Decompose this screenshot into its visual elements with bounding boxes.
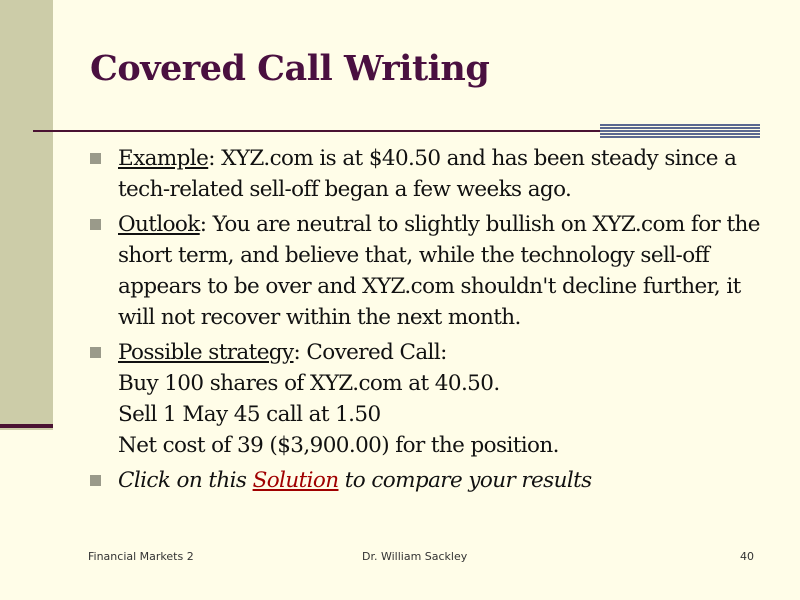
strategy-line: Buy 100 shares of XYZ.com at 40.50.: [118, 371, 500, 396]
left-band-accent: [0, 424, 53, 428]
bullet-text: : Covered Call:: [293, 340, 447, 365]
left-decorative-band: [0, 0, 53, 430]
footer-page-number: 40: [740, 550, 754, 563]
strategy-line: Net cost of 39 ($3,900.00) for the position.: [118, 433, 559, 458]
square-bullet-icon: [90, 219, 101, 230]
solution-post-text: to compare your results: [338, 468, 592, 493]
solution-pre-text: Click on this: [118, 468, 253, 493]
solution-link[interactable]: Solution: [252, 468, 339, 493]
bullet-label: Possible strategy: [118, 340, 294, 365]
bullet-example: [88, 143, 778, 205]
bullet-outlook: [88, 209, 778, 333]
slide-body: [88, 143, 778, 500]
square-bullet-icon: [90, 347, 101, 358]
slide-title: Covered Call Writing: [90, 48, 490, 89]
footer-author: Dr. William Sackley: [362, 550, 468, 563]
bullet-label: Example: [118, 146, 209, 171]
bullet-strategy: [88, 337, 778, 461]
strategy-line: Sell 1 May 45 call at 1.50: [118, 402, 381, 427]
square-bullet-icon: [90, 475, 101, 486]
square-bullet-icon: [90, 153, 101, 164]
bullet-label: Outlook: [118, 212, 200, 237]
bullet-solution: [88, 465, 778, 496]
footer-course: Financial Markets 2: [88, 550, 194, 563]
title-divider-accent: [600, 124, 760, 138]
bullet-text: : You are neutral to slightly bullish on XYZ.com for the short term, and believe that, while the technology sell-off appears to be over and XYZ.com shouldn't decline further, it will not recover within the next month.: [118, 212, 760, 330]
bullet-text: : XYZ.com is at $40.50 and has been steady since a tech-related sell-off began a few weeks ago.: [118, 146, 737, 202]
